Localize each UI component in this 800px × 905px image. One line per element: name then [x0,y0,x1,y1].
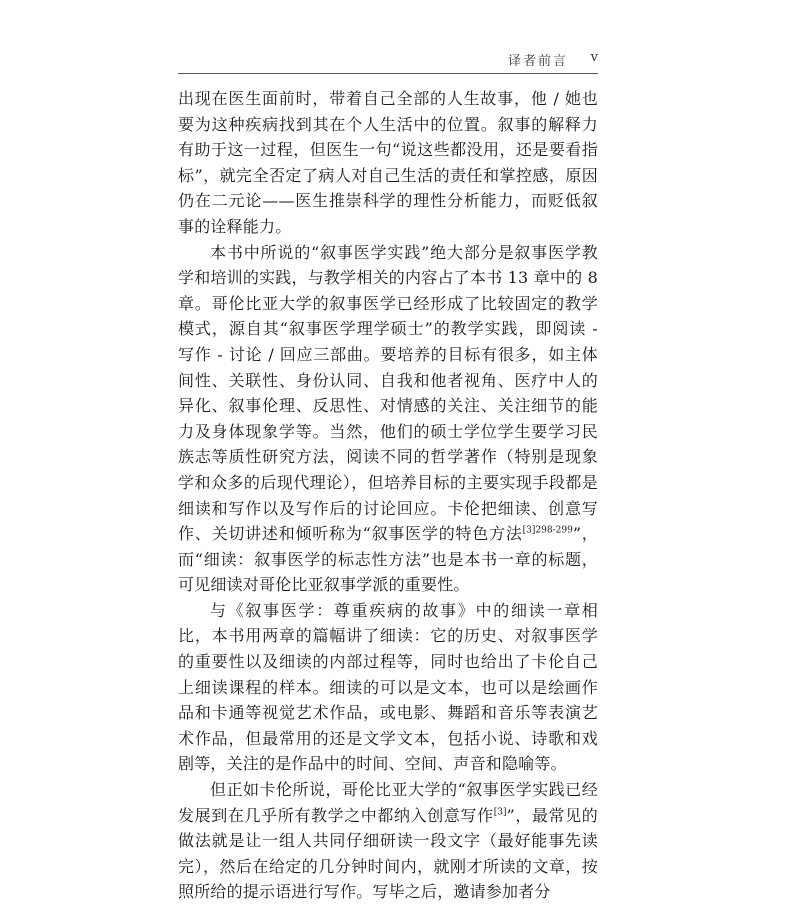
paragraph-4 [178,777,598,905]
paragraph-1 [178,86,598,240]
citation-marker: [3] [493,807,507,818]
paragraph-1-text: 出现在医生面前时，带着自己全部的人生故事，他 / 她也要为这种疾病找到其在个人生活中的位置。叙事的解释力有助于这一过程，但医生一句“说这些都没用，还是要看指标”，就完全否定了病人对自己生活的责任和掌控感，原因仍在二元论——医生推崇科学的理性分析能力，而贬低叙事的诠释能力。 [178,89,598,236]
running-header-title: 译者前言 [507,54,568,69]
paragraph-2 [178,240,598,598]
citation-marker: [3]298-299 [522,525,573,536]
paragraph-2-text-b: ”，而“细读：叙事医学的标志性方法”也是本书一章的标题，可见细读对哥伦比亚叙事学派的重要性。 [178,524,598,595]
header-rule [178,73,598,74]
paragraph-4-text-b: ”，最常见的做法就是让一组人共同仔细研读一段文字（最好能事先读完），然后在给定的几分钟时间内，就刚才所读的文章，按照所给的提示语进行写作。写毕之后，邀请参加者分 [178,805,598,902]
paragraph-2-text-a: 本书中所说的“叙事医学实践”绝大部分是叙事医学教学和培训的实践，与教学相关的内容占了本书 13 章中的 8 章。哥伦比亚大学的叙事医学已经形成了比较固定的教学模式，源自其“叙事医学理学硕士”的教学实践，即阅读 - 写作 - 讨论 / 回应三部曲。要培养的目标有很多，如主体间性、关联性、身份认同、自我和他者视角、医疗中人的异化、叙事伦理、反思性、对情感的关注、关注细节的能力及身体现象学等。当然，他们的硕士学位学生要学习民族志等质性研究方法，阅读不同的哲学著作（特别是现象学和众多的后现代理论），但培养目标的主要实现手段都是细读和写作以及写作后的讨论回应。卡伦把细读、创意写作、关切讲述和倾听称为“叙事医学的特色方法 [178,242,598,544]
body-text [178,86,598,905]
paragraph-3-text: 与《叙事医学：尊重疾病的故事》中的细读一章相比，本书用两章的篇幅讲了细读：它的历史、对叙事医学的重要性以及细读的内部过程等，同时也给出了卡伦自己上细读课程的样本。细读的可以是文本，也可以是绘画作品和卡通等视觉艺术作品，或电影、舞蹈和音乐等表演艺术作品，但最常用的还是文学文本，包括小说、诗歌和戏剧等，关注的是作品中的时间、空间、声音和隐喻等。 [178,600,598,774]
paragraph-3 [178,598,598,777]
page-number: v [590,50,598,65]
running-header [178,50,598,72]
paragraph-4-text-a: 但正如卡伦所说，哥伦比亚大学的“叙事医学实践已经发展到在几乎所有教学之中都纳入创意写作 [178,780,598,825]
